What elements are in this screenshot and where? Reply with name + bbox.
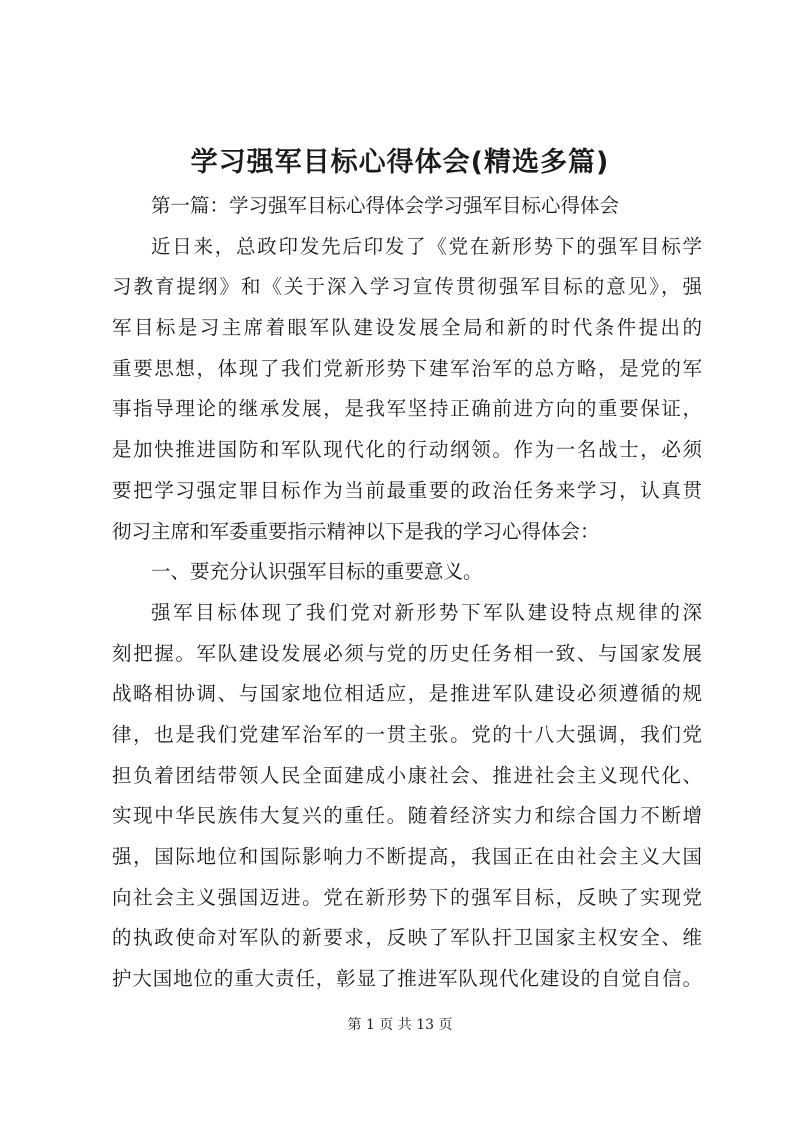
- paragraph-line: 强军目标体现了我们党对新形势下军队建设特点规律的深: [151, 600, 702, 624]
- paragraph-line: 向社会主义强国迈进。党在新形势下的强军目标，反映了实现党: [112, 885, 702, 909]
- subsection-heading: 一、要充分认识强军目标的重要意义。: [151, 560, 483, 584]
- paragraph-line: 军目标是习主席着眼军队建设发展全局和新的时代条件提出的: [112, 316, 702, 340]
- document-body: [112, 186, 702, 1000]
- paragraph-line: 刻把握。军队建设发展必须与党的历史任务相一致、与国家发展: [112, 641, 702, 665]
- document-title: 学习强军目标心得体会(精选多篇): [190, 147, 610, 178]
- paragraph-line: 要把学习强定罪目标作为当前最重要的政治任务来学习，认真贯: [112, 478, 702, 502]
- paragraph-line: 事指导理论的继承发展，是我军坚持正确前进方向的重要保证，: [112, 397, 702, 421]
- paragraph-line: 律，也是我们党建军治军的一贯主张。党的十八大强调，我们党: [112, 722, 702, 746]
- paragraph-line: 的执政使命对军队的新要求，反映了军队扞卫国家主权安全、维: [112, 926, 702, 950]
- paragraph-line: 习教育提纲》和《关于深入学习宣传贯彻强军目标的意见》，强: [112, 275, 702, 299]
- paragraph-line: 是加快推进国防和军队现代化的行动纲领。作为一名战士，必须: [112, 438, 702, 462]
- paragraph-line: 重要思想，体现了我们党新形势下建军治军的总方略，是党的军: [112, 356, 702, 380]
- paragraph-line: 实现中华民族伟大复兴的重任。随着经济实力和综合国力不断增: [112, 804, 702, 828]
- paragraph-line: 彻习主席和军委重要指示精神以下是我的学习心得体会：: [112, 519, 600, 543]
- page-number-footer: 第 1 页 共 13 页: [347, 1017, 453, 1033]
- paragraph-line: 护大国地位的重大责任，彰显了推进军队现代化建设的自觉自信。: [112, 967, 702, 991]
- paragraph-line: 战略相协调、与国家地位相适应，是推进军队建设必须遵循的规: [112, 682, 702, 706]
- section-heading: 第一篇：学习强军目标心得体会学习强军目标心得体会: [151, 194, 620, 217]
- paragraph-line: 担负着团结带领人民全面建成小康社会、推进社会主义现代化、: [112, 763, 702, 787]
- paragraph-line: 近日来，总政印发先后印发了《党在新形势下的强军目标学: [151, 234, 702, 258]
- paragraph-line: 强，国际地位和国际影响力不断提高，我国正在由社会主义大国: [112, 845, 702, 868]
